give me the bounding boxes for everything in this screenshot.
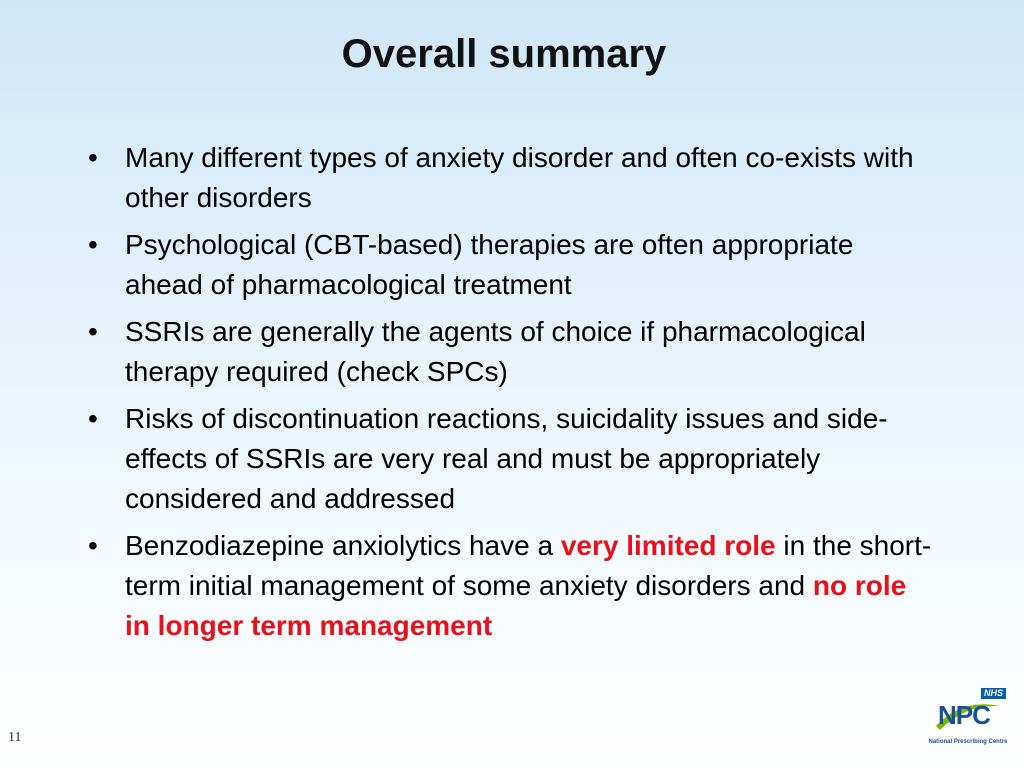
bullet-glyph: •	[88, 403, 98, 434]
bullet-text: Benzodiazepine anxiolytics have a	[125, 530, 561, 561]
bullet-text: Risks of discontinuation reactions, suicidality issues and side-effects of SSRIs are very real and must be appropriately considered and addressed	[125, 403, 888, 514]
nhs-badge: NHS	[981, 688, 1006, 699]
bullet-item	[88, 138, 938, 218]
emphasis-text: no role in longer term management	[125, 570, 907, 641]
npc-logo-text: NPC	[938, 700, 990, 730]
bullet-glyph: •	[88, 316, 98, 347]
bullet-text: in the short-term initial management of some anxiety disorders and	[125, 530, 932, 601]
bullet-glyph: •	[88, 142, 98, 173]
bullet-list	[88, 138, 938, 653]
bullet-text: SSRIs are generally the agents of choice if pharmacological therapy required (check SPCs)	[125, 316, 866, 387]
npc-logo	[928, 688, 1008, 750]
slide-title: Overall summary	[341, 32, 667, 76]
bullet-item	[88, 399, 938, 519]
bullet-text: Many different types of anxiety disorder and often co-exists with other disorders	[125, 142, 914, 213]
bullet-item	[88, 225, 938, 305]
emphasis-text: very limited role	[560, 530, 776, 561]
slide-number: 11	[8, 730, 22, 745]
bullet-glyph: •	[88, 229, 98, 260]
bullet-glyph: •	[88, 530, 98, 561]
bullet-text: Psychological (CBT-based) therapies are often appropriate ahead of pharmacological treatment	[125, 229, 854, 300]
bullet-item	[88, 312, 938, 392]
logo-caption: National Prescribing Centre	[928, 739, 1008, 745]
bullet-item	[88, 526, 938, 646]
